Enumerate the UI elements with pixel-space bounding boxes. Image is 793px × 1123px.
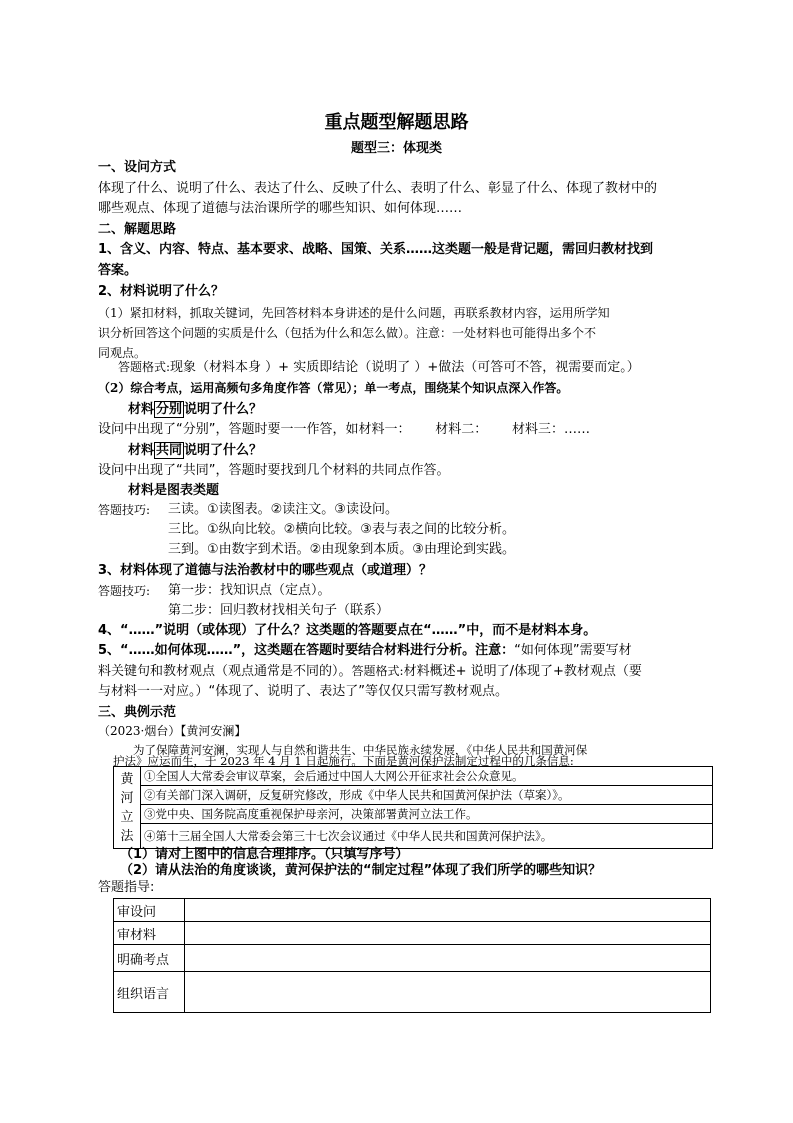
guide-answer-cell[interactable] — [185, 899, 711, 922]
s2-p3-heading: 3、材料体现了道德与法治教材中的哪些观点（或道理）？ — [98, 563, 433, 578]
section-heading-3: 三、典例示范 — [98, 705, 177, 720]
question-2: （2）请从法治的角度谈谈，黄河保护法的“制定过程”体现了我们所学的哪些知识？ — [120, 863, 602, 878]
p5-l2-label: 答题格式: — [351, 664, 404, 678]
p3-step-2: 第二步：回归教材找相关句子（联系） — [168, 603, 390, 618]
section-heading-1: 一、设问方式 — [98, 160, 177, 175]
p5-normal: “如何体现”需要写材 — [514, 643, 632, 658]
chart-question-heading: 材料是图表类题 — [128, 483, 220, 498]
page-title: 重点题型解题思路 — [324, 112, 469, 133]
chart-skill-1: 三读。①读图表。②读注文。③读设问。 — [168, 502, 398, 517]
table-row — [114, 899, 711, 922]
s2-p2-line-1: （1）紧扣材料，抓取关键词，先回答材料本身讲述的是什么问题，再联系教材内容，运用所学知 — [98, 306, 610, 320]
sub-heading-common — [128, 441, 262, 461]
example-source: （2023·烟台）【黄河安澜】 — [98, 724, 247, 738]
s2-p2-line-3: 同观点。 — [98, 346, 147, 360]
s2-p4: 4、“……”说明（或体现）了什么？这类题的答题要点在“……”中，而不是材料本身。 — [98, 623, 597, 638]
keyword-common: 共同 — [156, 443, 183, 458]
legislation-table — [113, 766, 713, 849]
separately-explanation: 设问中出现了“分别”，答题时要一一作答，如材料一： 材料二： 材料三：…… — [98, 422, 591, 437]
p5-l2-a: 料关键句和教材观点（观点通常是不同的）。 — [98, 664, 352, 679]
s2-p1-line-2: 答案。 — [98, 263, 138, 278]
answer-format-text: 现象（材料本身 ）+ 实质即结论（说明了 ）+做法（可答可不答，视需要而定。） — [170, 360, 640, 375]
guide-row-label: 组织语言 — [114, 972, 185, 1013]
p3-skill-label: 答题技巧: — [98, 584, 151, 598]
chart-skill-3: 三到。①由数字到术语。②由现象到本质。③由理论到实践。 — [168, 542, 515, 557]
keyword-separately: 分别 — [156, 402, 183, 417]
s2-p5-line-1 — [98, 641, 632, 661]
answer-guide-table — [113, 898, 711, 1013]
table-row — [114, 922, 711, 945]
s2-p1-line-1: 1、含义、内容、特点、基本要求、战略、国策、关系……这类题一般是背记题，需回归教材找到 — [98, 242, 654, 257]
table-row — [114, 786, 713, 805]
guide-answer-cell[interactable] — [185, 945, 711, 972]
table-row — [114, 805, 713, 824]
table-row — [114, 945, 711, 972]
page-subtitle: 题型三：体现类 — [350, 141, 442, 156]
p5-bold: 5、“……如何体现……”，这类题在答题时要结合材料进行分析。注意： — [98, 643, 515, 658]
answer-format-line — [118, 358, 640, 378]
table-row — [114, 972, 711, 1013]
chart-skill-2: 三比。①纵向比较。②横向比较。③表与表之间的比较分析。 — [168, 522, 515, 537]
sub-heading-common-post: 说明了什么？ — [184, 443, 263, 458]
guide-row-label: 明确考点 — [114, 945, 185, 972]
sub-heading-separately-pre: 材料 — [128, 402, 155, 417]
section-heading-2: 二、解题思路 — [98, 222, 177, 237]
example-intro-line-1: 为了保障黄河安澜，实现人与自然和谐共生、中华民族永续发展，《中华人民共和国黄河保 — [133, 743, 588, 757]
answer-format-label: 答题格式: — [118, 360, 171, 374]
guide-row-label: 审设问 — [114, 899, 185, 922]
s1-line-1: 体现了什么、说明了什么、表达了什么、反映了什么、表明了什么、彰显了什么、体现了教材中的 — [98, 181, 658, 196]
guide-answer-cell[interactable] — [185, 972, 711, 1013]
sub-heading-common-pre: 材料 — [128, 443, 155, 458]
answer-guide-label: 答题指导: — [98, 880, 155, 895]
p5-l2-b: 材料概述+ 说明了/体现了+教材观点（要 — [403, 664, 642, 679]
legislation-step-2: ②有关部门深入调研，反复研究修改，形成《中华人民共和国黄河保护法（草案）》。 — [141, 786, 713, 805]
s2-p5-line-2 — [98, 662, 642, 682]
question-1: （1）请对上图中的信息合理排序。（只填写序号） — [120, 847, 409, 862]
common-explanation: 设问中出现了“共同”，答题时要找到几个材料的共同点作答。 — [98, 463, 450, 478]
p3-step-1: 第一步：找知识点（定点）。 — [168, 583, 331, 598]
sub-heading-separately-post: 说明了什么？ — [184, 402, 263, 417]
legislation-step-3: ③党中央、国务院高度重视保护母亲河，决策部署黄河立法工作。 — [141, 805, 713, 824]
s1-line-2: 哪些观点、体现了道德与法治课所学的哪些知识、如何体现…… — [98, 201, 463, 216]
table-row — [114, 767, 713, 786]
example-intro-line-2: 护法》应运而生，于 2023 年 4 月 1 日起施行。下面是黄河保护法制定过程中的几条信息: — [113, 754, 574, 768]
chart-skill-label: 答题技巧: — [98, 503, 151, 517]
sub-heading-separately — [128, 400, 262, 420]
legislation-step-4: ④第十三届全国人大常委会第三十七次会议通过《中华人民共和国黄河保护法》。 — [141, 824, 713, 849]
s2-p5-line-3: 与材料一一对应。）“体现了、说明了、表达了”等仅仅只需写教材观点。 — [98, 684, 508, 699]
s2-p2-line-4: （2）综合考点，运用高频句多角度作答（常见）；单一考点，围绕某个知识点深入作答。 — [98, 381, 569, 395]
legislation-label: 黄河立法 — [114, 767, 141, 849]
s2-p2-line-2: 识分析回答这个问题的实质是什么（包括为什么和怎么做）。注意：一处材料也可能得出多个不 — [98, 326, 597, 340]
legislation-step-1: ①全国人大常委会审议草案，会后通过中国人大网公开征求社会公众意见。 — [141, 767, 713, 786]
s2-p2-heading: 2、材料说明了什么？ — [98, 284, 225, 299]
guide-row-label: 审材料 — [114, 922, 185, 945]
guide-answer-cell[interactable] — [185, 922, 711, 945]
